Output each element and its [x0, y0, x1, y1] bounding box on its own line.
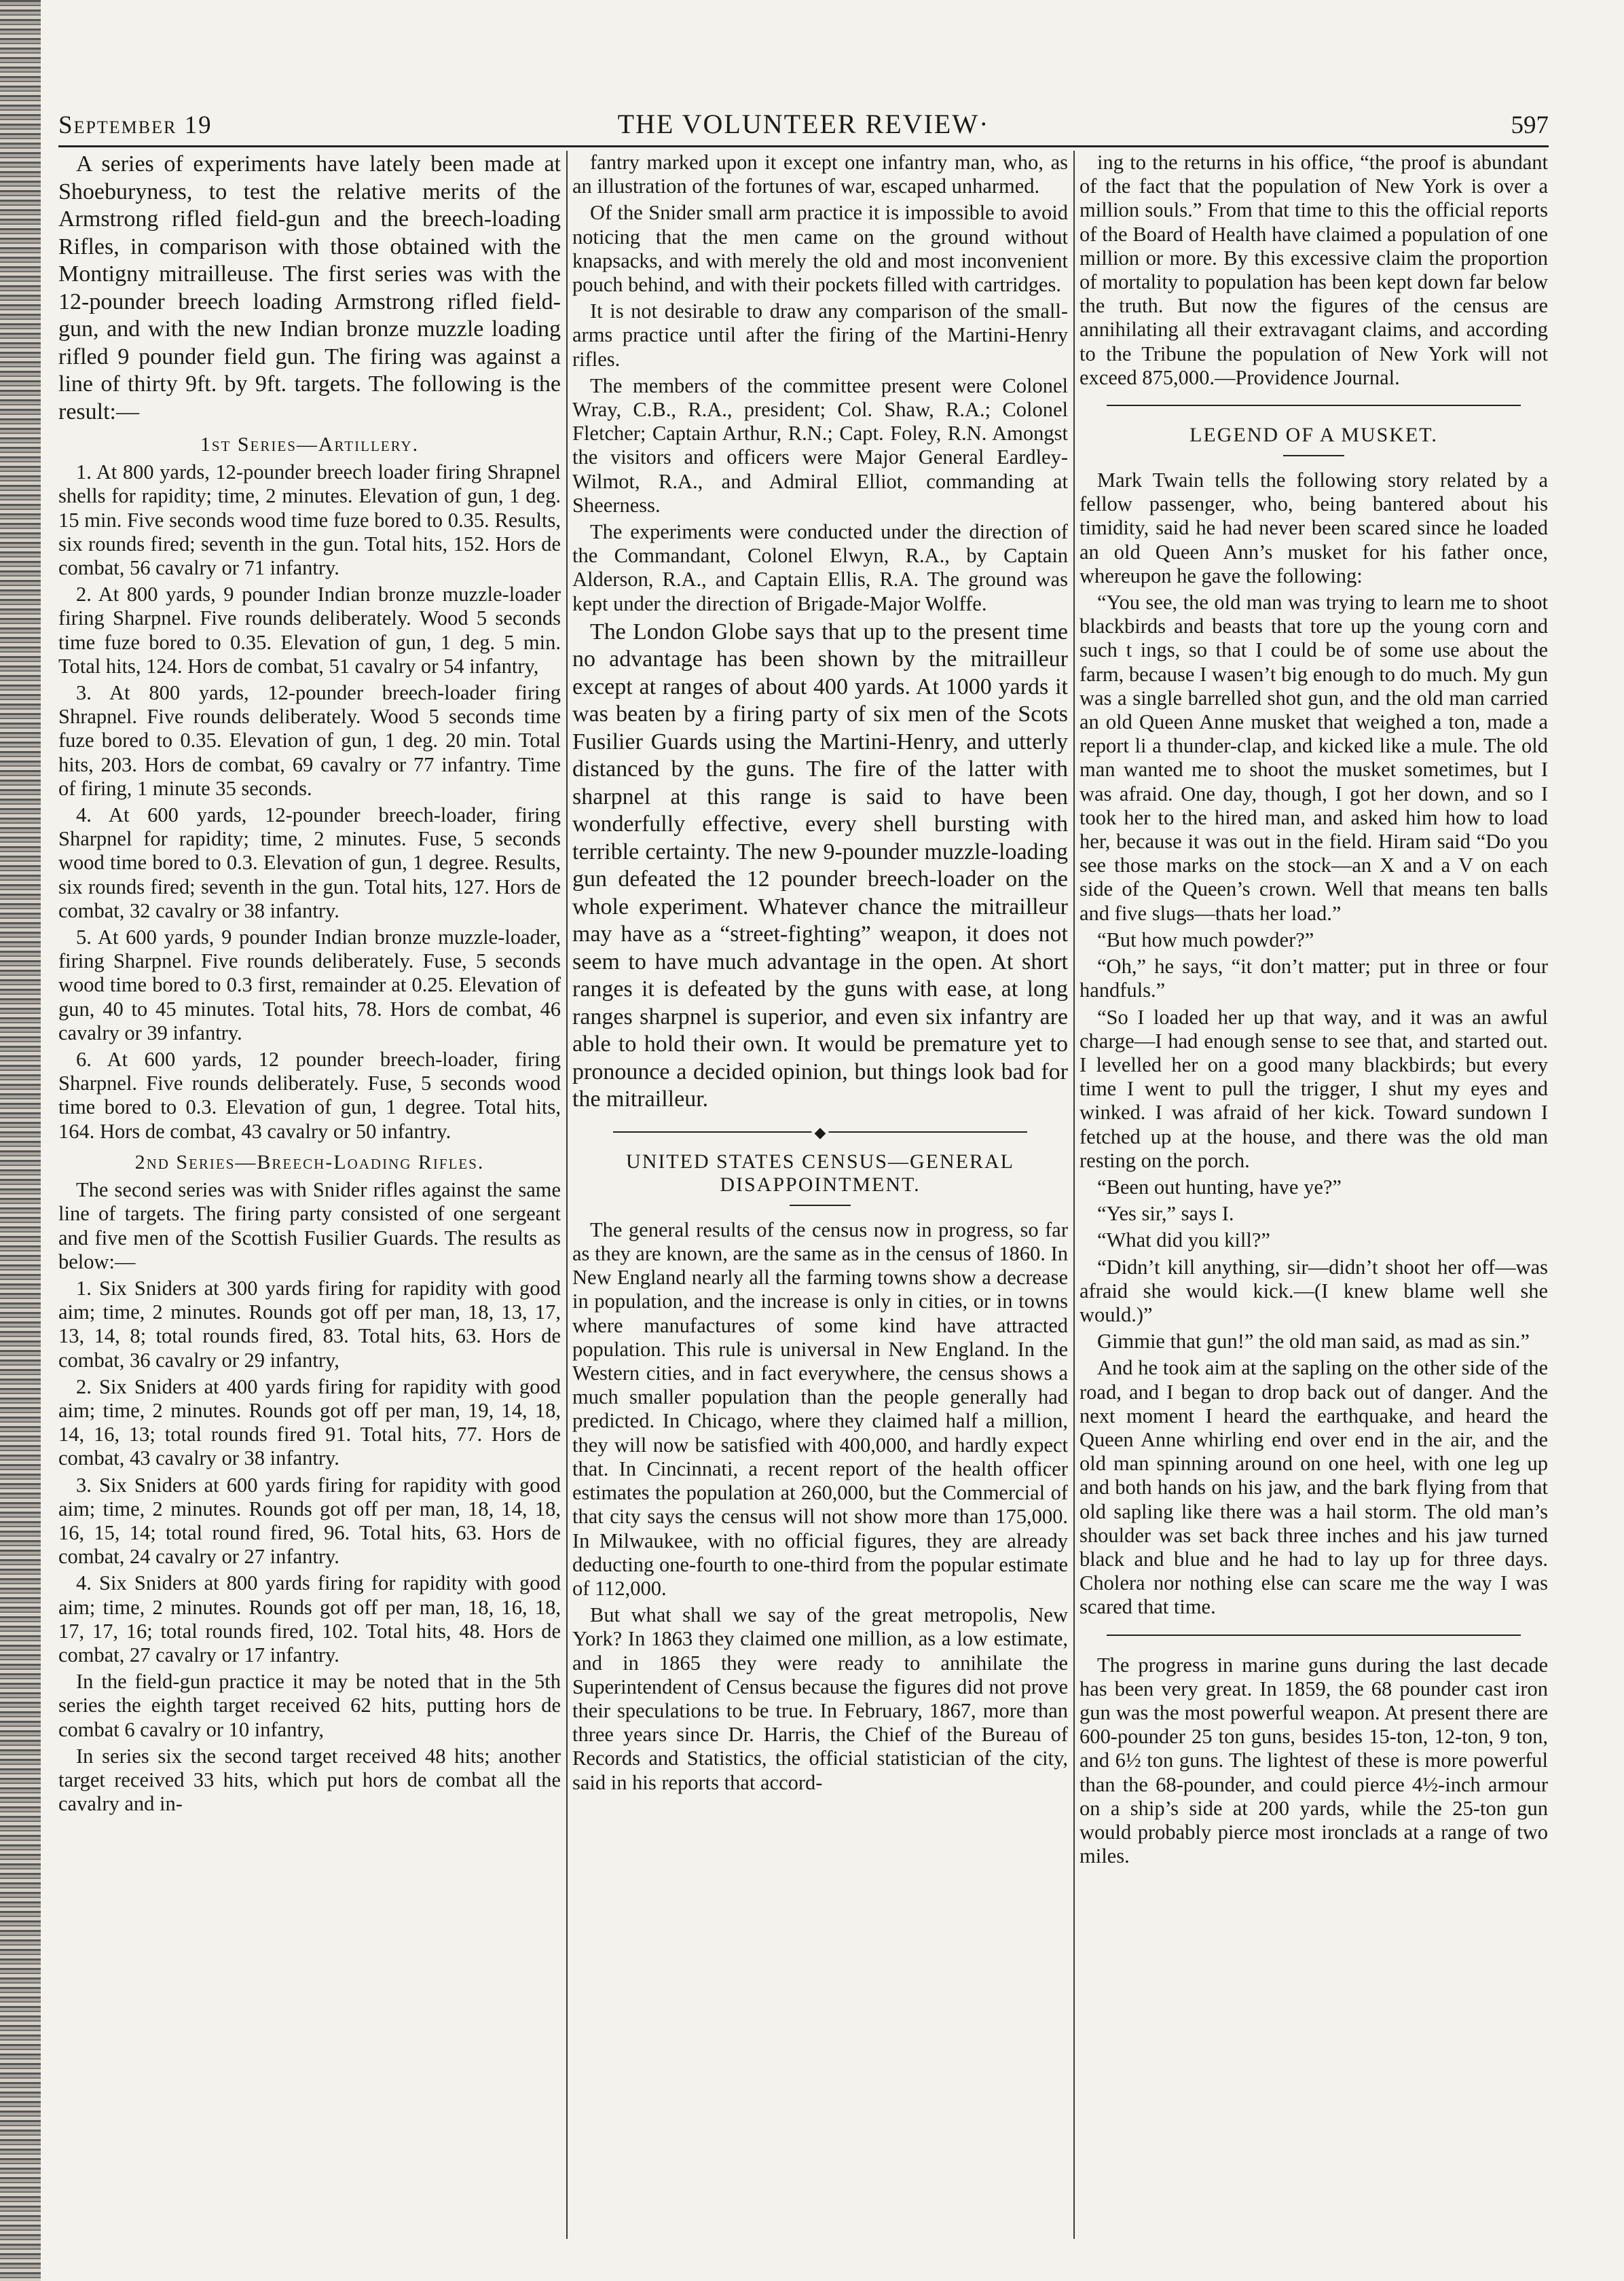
paragraph: The experiments were conducted under the direction of the Commandant, Colonel Elwyn, R.A., by Captain Alderson, R.A., and Captain Ellis, R.A. The ground was kept under the direction of Brigade-Major Wolffe. — [572, 520, 1068, 615]
paragraph: fantry marked upon it except one infantry man, who, as an illustration of the fortunes of war, escaped unharmed. — [572, 151, 1068, 198]
paragraph: And he took aim at the sapling on the other side of the road, and I began to drop back out of danger. And the next moment I heard the earthquake, and heard the Queen Anne whirling end over end in the air, and the old man spinning around on one heel, with one leg up and both hands on his jaw, and the bark flying from that old sapling like there was a hail storm. The old man’s shoulder was set back three inches and his jaw turned black and blue and he had to lay up for three days. Cholera nor nothing else can scare me the way I was scared that time. — [1079, 1356, 1548, 1619]
artillery-result-2: 2. At 800 yards, 9 pounder Indian bronze muzzle-loader firing Sharpnel. Five rounds deliberately. Wood 5 seconds time fuze bored to 0.35. Elevation of gun, 1 deg. 5 min. Total hits, 124. Hors de combat, 51 cavalry or 54 infantry, — [58, 583, 561, 678]
rifle-result-1: 1. Six Sniders at 300 yards firing for rapidity with good aim; time, 2 minutes. Rounds got off per man, 18, 13, 17, 13, 14, 8; total rounds fired, 83. Total hits, 63. Hors de combat, 36 cavalry or 29 infantry, — [58, 1276, 561, 1372]
column-1 — [58, 151, 561, 2242]
heading-rule — [1283, 455, 1344, 456]
paragraph: “What did you kill?” — [1097, 1228, 1270, 1252]
article-heading-census: UNITED STATES CENSUS—GENERAL DISAPPOINTMENT. — [626, 1150, 1014, 1196]
paragraph: The progress in marine guns during the last decade has been very great. In 1859, the 68 pounder cast iron gun was the most powerful weapon. At present there are 600-pounder 25 ton guns, besides 15-ton, 12-ton, 9 ton, and 6½ ton guns. The lightest of these is more powerful than the 68-pounder, and could pierce 4½-inch armour on a ship’s side at 200 yards, while the 25-ton gun would probably pierce most ironclads at a range of two miles. — [1079, 1653, 1548, 1868]
paragraph: Of the Snider small arm practice it is impossible to avoid noticing that the men came on the ground without knapsacks, and with merely the old and most inconvenient pouch behind, and with their pockets filled with cartridges. — [572, 201, 1068, 297]
paragraph: “So I loaded her up that way, and it was an awful charge—I had enough sense to see that, and started out. I levelled her on a good many blackbirds; but every time I went to pull the trigger, I shut my eyes and winked. I was afraid of her kick. Toward sundown I fetched up at the house, and there was the old man resting on the porch. — [1079, 1005, 1548, 1172]
column-rule — [1073, 151, 1075, 2239]
paragraph: “Yes sir,” says I. — [1097, 1202, 1234, 1226]
artillery-result-3: 3. At 800 yards, 12-pounder breech-loader firing Shrapnel. Five rounds deliberately. Wood 5 seconds time fuze bored to 0.35. Elevation of gun, 1 deg. 20 min. Total hits, 203. Hors de combat, 69 cavalry or 77 infantry. Time of firing, 1 minute 35 seconds. — [58, 681, 561, 800]
paragraph: “Oh,” he says, “it don’t matter; put in three or four handfuls.” — [1079, 955, 1548, 1002]
article-heading-musket: LEGEND OF A MUSKET. — [1189, 424, 1438, 447]
ornament-divider — [613, 1127, 1027, 1137]
rifle-result-3: 3. Six Sniders at 600 yards firing for rapidity with good aim; time, 2 minutes. Rounds got off per man, 18, 14, 18, 16, 15, 14; total round fired, 96. Total hits, 63. Hors de combat, 24 cavalry or 27 infantry. — [58, 1473, 561, 1569]
paragraph: The members of the committee present were Colonel Wray, C.B., R.A., president; Col. Shaw, R.A.; Colonel Fletcher; Captain Arthur, R.N.; Capt. Foley, R.N. Amongst the visitors and officers were Major General Eardley-Wilmot, R.A., and Admiral Elliot, commanding at Sheerness. — [572, 373, 1068, 517]
paragraph: The general results of the census now in progress, so far as they are known, are the same as in the census of 1860. In New England nearly all the farming towns show a decrease in population, and the increase is only in cities, or in towns where manufactures of some kind have attracted population. This rule is universal in New England. In the Western cities, and in fact everywhere, the census shows a much smaller population than the people generally had predicted. In Chicago, where they claimed half a million, they will now be satisfied with 400,000, and hardly expect that. In Cincinnati, a recent report of the health officer estimates the population at 260,000, but the Commercial of that city says the census will not show more than 175,000. In Milwaukee, with no official figures, they are already deducting one-fourth to one-third from the popular estimate of 112,000. — [572, 1218, 1068, 1600]
series-heading: 1st Series—Artillery. — [200, 433, 420, 456]
paragraph: It is not desirable to draw any comparison of the small-arms practice until after the firing of the Martini-Henry rifles. — [572, 299, 1068, 371]
paragraph: “You see, the old man was trying to learn me to shoot blackbirds and beasts that tore up the young corn and such t ings, so that I could be of some use about the farm, because I wasen’t big enough to do much. My gun was a single barrelled shot gun, and the old man carried an old Queen Anne musket that weighed a ton, made a report li a thunder-clap, and kicked like a mule. The old man wanted me to shoot the musket sometimes, but I was afraid. One day, though, I got her down, and so I took her to the hired man, and asked him how to load her, because it was out in the field. Hiram said “Do you see those marks on the stock—an X and a V on each side of the Queen’s crown. Well that means ten balls and five slugs—thats her load.” — [1079, 591, 1548, 925]
header-date: September 19 — [58, 111, 213, 139]
publication-title: THE VOLUNTEER REVIEW· — [617, 109, 990, 139]
paragraph: “Been out hunting, have ye?” — [1097, 1175, 1342, 1199]
page-binding-edge — [0, 0, 41, 2281]
paragraph: “Didn’t kill anything, sir—didn’t shoot her off—was afraid she would kick.—(I knew blame well she would.)” — [1079, 1255, 1548, 1326]
page-number: 597 — [1511, 111, 1549, 139]
paragraph: Gimmie that gun!” the old man said, as mad as sin.” — [1097, 1330, 1530, 1353]
paragraph: In the field-gun practice it may be noted that in the 5th series the eighth target received 62 hits, putting hors de combat 6 cavalry or 10 infantry, — [58, 1670, 561, 1741]
rifles-intro: The second series was with Snider rifles against the same line of targets. The firing party consisted of one sergeant and five men of the Scottish Fusilier Guards. The results as below:— — [58, 1178, 561, 1273]
series-heading: 2nd Series—Breech-Loading Rifles. — [134, 1150, 485, 1173]
article-divider — [1107, 1635, 1521, 1636]
artillery-result-4: 4. At 600 yards, 12-pounder breech-loader, firing Sharpnel for rapidity; time, 2 minutes. Fuse, 5 seconds wood time bored to 0.3. Elevation of gun, 1 degree. Results, six rounds fired; seventh in the gun. Total hits, 127. Hors de combat, 32 cavalry or 38 infantry. — [58, 803, 561, 922]
column-rule — [566, 151, 568, 2239]
paragraph: ing to the returns in his office, “the proof is abundant of the fact that the population of New York is over a million souls.” From that time to this the official reports of the Board of Health have claimed a population of one million or more. By this excessive claim the proportion of mortality to population has been kept down far below the truth. But now the figures of the census are annihilating all their extravagant claims, and according to the Tribune the population of New York will not exceed 875,000.—Providence Journal. — [1079, 151, 1548, 389]
paragraph: But what shall we say of the great metropolis, New York? In 1863 they claimed one million, as a low estimate, and in 1865 they were ready to annihilate the Superintendent of Census because the figures did not prove their speculations to be true. In February, 1867, more than three years since Dr. Harris, the Chief of the Bureau of Records and Statistics, the official statistician of the city, said in his reports that accord- — [572, 1603, 1068, 1794]
paragraph: In series six the second target received 48 hits; another target received 33 hits, which put hors de combat all the cavalry and in- — [58, 1744, 561, 1816]
column-3 — [1079, 151, 1548, 2242]
article-divider — [1107, 405, 1521, 406]
rifle-result-4: 4. Six Sniders at 800 yards firing for rapidity with good aim; time, 2 minutes. Rounds got off per man, 18, 16, 18, 17, 17, 16; total rounds fired, 102. Total hits, 48. Hors de combat, 27 cavalry or 17 infantry. — [58, 1571, 561, 1666]
paragraph: Mark Twain tells the following story related by a fellow passenger, who, being bantered about his timidity, said he had never been scared since he loaded an old Queen Ann’s musket for his father once, whereupon he gave the following: — [1079, 469, 1548, 587]
globe-paragraph: The London Globe says that up to the present time no advantage has been shown by the mitrailleur except at ranges of about 400 yards. At 1000 yards it was beaten by a firing party of six men of the Scots Fusilier Guards using the Martini-Henry, and utterly distanced by the guns. The fire of the latter with sharpnel at this range is said to have been wonderfully effective, every shell bursting with terrible certainty. The new 9-pounder muzzle-loading gun defeated the 12 pounder breech-loader on the whole experiment. Whatever chance the mitrailleur may have as a “street-fighting” weapon, it does not seem to have much advantage in the open. At short ranges it is defeated by the guns with ease, at long ranges sharpnel is superior, and even six infantry are able to hold their own. It would be premature yet to pronounce a decided opinion, but things look bad for the mitrailleur. — [572, 619, 1068, 1112]
rifle-result-2: 2. Six Sniders at 400 yards firing for rapidity with good aim; time, 2 minutes. Rounds got off per man, 19, 14, 18, 14, 16, 13; total rounds fired 91. Total hits, 77. Hors de combat, 43 cavalry or 38 infantry. — [58, 1374, 561, 1470]
paragraph: “But how much powder?” — [1097, 928, 1314, 951]
experiments-intro: A series of experiments have lately been made at Shoeburyness, to test the relative merits of the Armstrong rifled field-gun and the breech-loading Rifles, in comparison with those obtained with the Montigny mitrailleuse. The first series was with the 12-pounder breech loading Armstrong rifled field-gun, and with the new Indian bronze muzzle loading rifled 9 pounder field gun. The firing was against a line of thirty 9ft. by 9ft. targets. The following is the result:— — [58, 151, 561, 424]
artillery-result-5: 5. At 600 yards, 9 pounder Indian bronze muzzle-loader, firing Sharpnel. Five rounds deliberately. Fuse, 5 seconds wood time bored to 0.3 first, remainder at 0.25. Elevation of gun, 40 to 45 minutes. Total hits, 78. Hors de combat, 46 cavalry or 39 infantry. — [58, 926, 561, 1044]
page-header — [58, 102, 1549, 147]
heading-rule — [790, 1205, 851, 1206]
column-2 — [572, 151, 1068, 2242]
artillery-result-1: 1. At 800 yards, 12-pounder breech loader firing Shrapnel shells for rapidity; time, 2 minutes. Elevation of gun, 1 deg. 15 min. Five seconds wood time fuze bored to 0.35. Results, six rounds fired; seventh in the gun. Total hits, 152. Hors de combat, 56 cavalry or 71 infantry. — [58, 460, 561, 580]
artillery-result-6: 6. At 600 yards, 12 pounder breech-loader, firing Sharpnel. Five rounds deliberately. Fuse, 5 seconds wood time bored to 0.3. Elevation of gun, 1 degree. Total hits, 164. Hors de combat, 43 cavalry or 50 infantry. — [58, 1048, 561, 1143]
